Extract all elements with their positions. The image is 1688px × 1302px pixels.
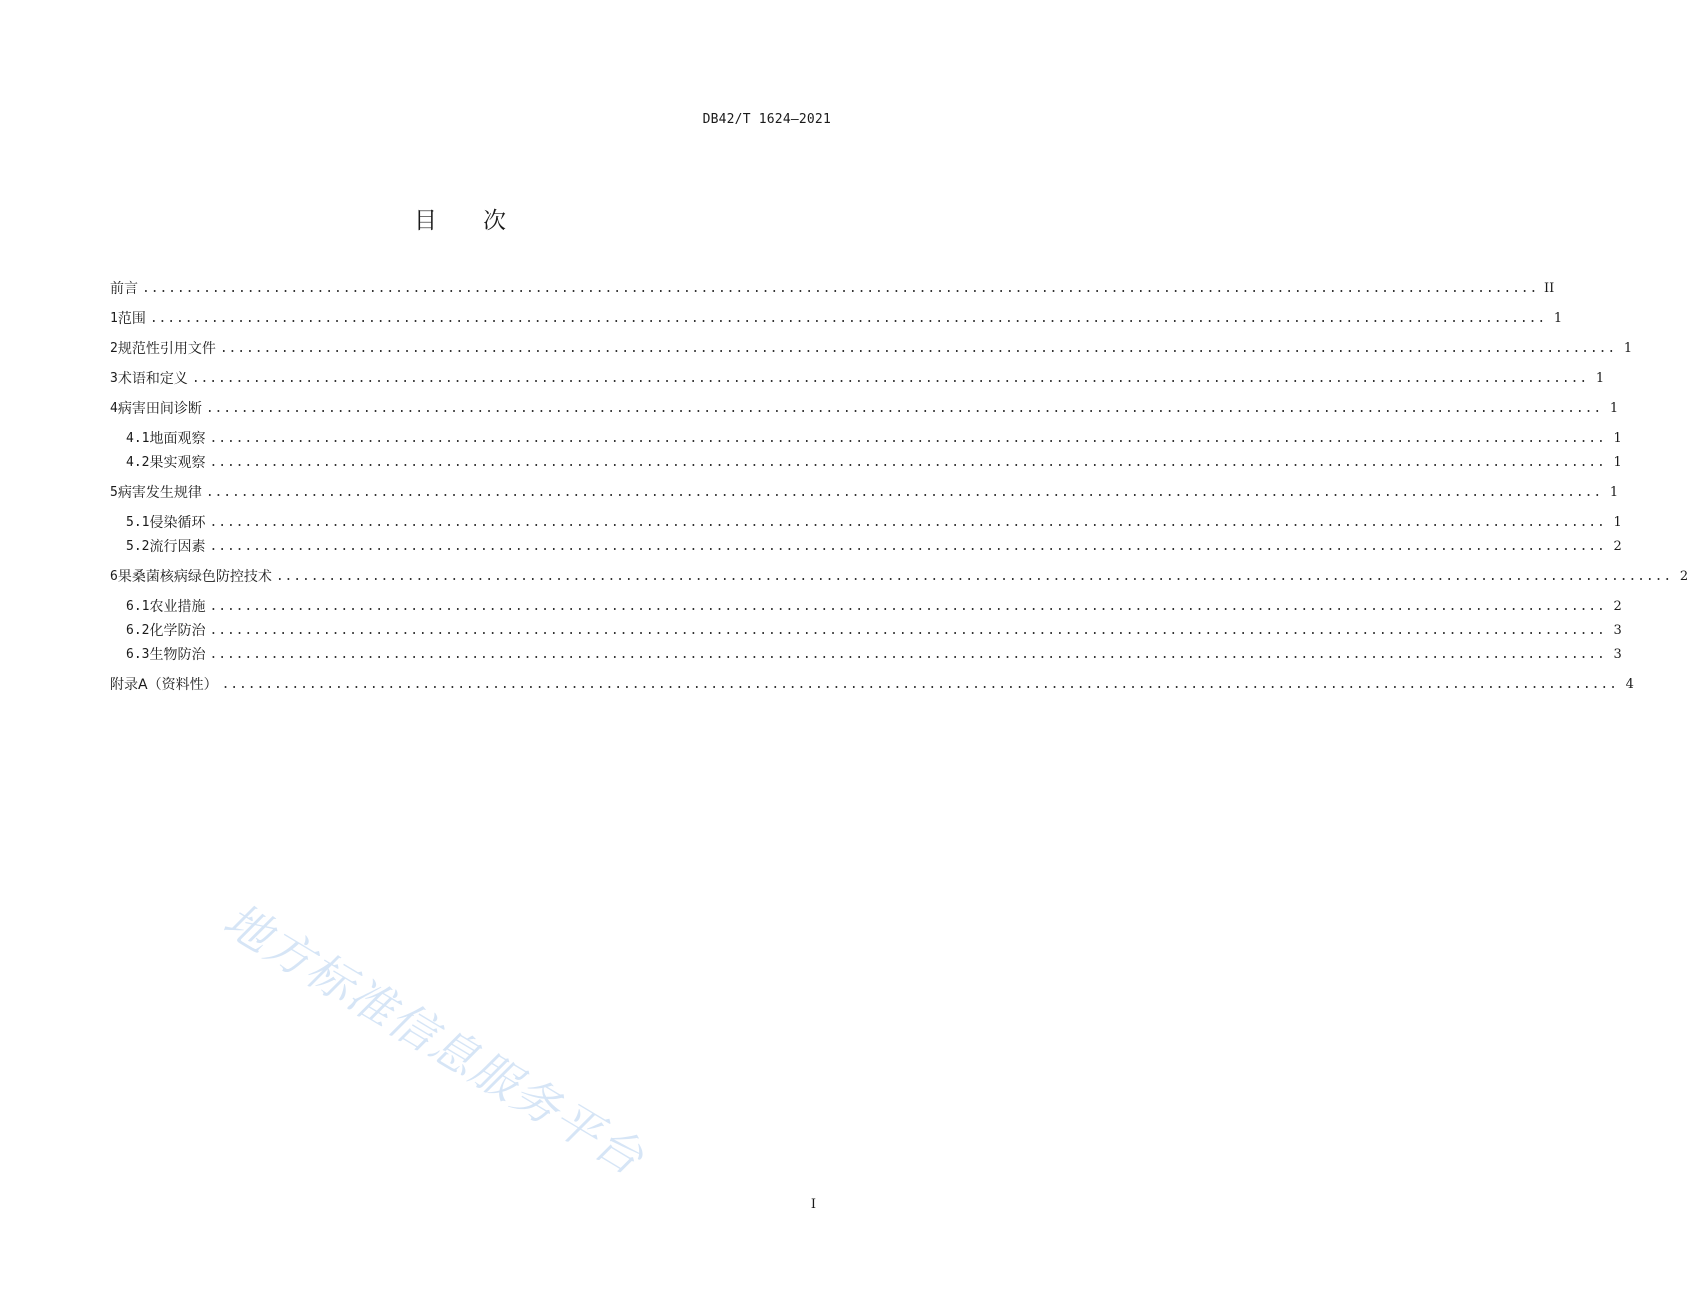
toc-leader-dots: ................................................................................................................................................................ xyxy=(209,539,1606,554)
toc-entry-page: 1 xyxy=(1613,515,1622,530)
toc-entry-label: 范围 xyxy=(117,311,146,327)
title-char-2: 次 xyxy=(483,208,506,234)
toc-entry-label: 果桑菌核病绿色防控技术 xyxy=(117,569,272,585)
toc-entry-label: 规范性引用文件 xyxy=(117,341,216,357)
toc-entry-number: 5.2 xyxy=(126,539,150,554)
toc-entry-page: 1 xyxy=(1613,455,1622,470)
toc-entry-occurrence-pattern[interactable] xyxy=(110,482,1619,504)
toc-entry-label: 果实观察 xyxy=(149,455,206,471)
toc-entry-label: 农业措施 xyxy=(149,599,206,615)
toc-entry-scope[interactable] xyxy=(110,308,1563,330)
toc-entry-number: 6.2 xyxy=(126,623,150,638)
toc-leader-dots: ................................................................................................................................................................ xyxy=(149,311,1547,326)
toc-entry-terms[interactable] xyxy=(110,368,1605,390)
toc-entry-infection-cycle[interactable] xyxy=(126,512,1622,534)
toc-entry-label: 病害发生规律 xyxy=(117,485,202,501)
toc-entry-fruit-observation[interactable] xyxy=(126,452,1622,474)
document-code: DB42/T 1624—2021 xyxy=(702,112,831,127)
toc-entry-field-diagnosis[interactable] xyxy=(110,398,1619,420)
toc-entry-normative-references[interactable] xyxy=(110,338,1633,360)
toc-entry-number: 1 xyxy=(110,311,118,326)
toc-entry-page: 1 xyxy=(1609,485,1619,500)
title-char-1: 目 xyxy=(414,208,437,234)
toc-entry-page: 3 xyxy=(1613,623,1622,638)
toc-entry-green-control[interactable] xyxy=(110,566,1688,588)
toc-entry-biological-control[interactable] xyxy=(126,644,1622,666)
toc-entry-label: 前言 xyxy=(110,281,138,297)
toc-entry-label: 地面观察 xyxy=(149,431,206,447)
toc-entry-number: 2 xyxy=(110,341,118,356)
toc-entry-page: 2 xyxy=(1679,569,1688,584)
toc-entry-page: 1 xyxy=(1553,311,1563,326)
toc-entry-label: 病害田间诊断 xyxy=(117,401,202,417)
toc-entry-label: 化学防治 xyxy=(149,623,206,639)
toc-leader-dots: ................................................................................................................................................................ xyxy=(275,569,1673,584)
toc-entry-label: 流行因素 xyxy=(149,539,206,555)
toc-leader-dots: ................................................................................................................................................................ xyxy=(205,401,1603,416)
toc-entry-ground-observation[interactable] xyxy=(126,428,1622,450)
page-number: I xyxy=(810,1197,816,1212)
toc-entry-label: 附录A（资料性） xyxy=(110,677,218,693)
toc-leader-dots: ................................................................................................................................................................ xyxy=(209,431,1606,446)
toc-entry-page: 2 xyxy=(1613,539,1622,554)
watermark-text: 地方标准信息服务平台 xyxy=(214,892,654,1186)
toc-entry-number: 4 xyxy=(110,401,118,416)
toc-entry-page: 4 xyxy=(1625,677,1634,692)
toc-entry-foreword[interactable] xyxy=(110,278,1555,300)
toc-entry-number: 5 xyxy=(110,485,118,500)
toc-entry-number: 4.2 xyxy=(126,455,150,470)
toc-leader-dots: ................................................................................................................................................................ xyxy=(209,455,1606,470)
toc-entry-label: 术语和定义 xyxy=(117,371,188,387)
toc-entry-page: 1 xyxy=(1595,371,1605,386)
toc-entry-page: 3 xyxy=(1613,647,1622,662)
toc-entry-number: 6.1 xyxy=(126,599,150,614)
toc-entry-page: 1 xyxy=(1613,431,1622,446)
toc-entry-page: 1 xyxy=(1623,341,1633,356)
toc-entry-chemical-control[interactable] xyxy=(126,620,1622,642)
toc-entry-number: 4.1 xyxy=(126,431,150,446)
toc-entry-number: 5.1 xyxy=(126,515,150,530)
toc-leader-dots: ................................................................................................................................................................ xyxy=(209,515,1606,530)
toc-entry-page: 2 xyxy=(1613,599,1622,614)
toc-leader-dots: ................................................................................................................................................................ xyxy=(205,485,1603,500)
toc-leader-dots: ................................................................................................................................................................ xyxy=(209,623,1606,638)
toc-leader-dots: ................................................................................................................................................................ xyxy=(209,647,1606,662)
toc-leader-dots: ................................................................................................................................................................ xyxy=(209,599,1606,614)
toc-entry-number: 3 xyxy=(110,371,118,386)
toc-entry-label: 生物防治 xyxy=(149,647,206,663)
toc-entry-number: 6.3 xyxy=(126,647,150,662)
toc-entry-label: 侵染循环 xyxy=(149,515,206,531)
toc-leader-dots: ................................................................................................................................................................ xyxy=(191,371,1589,386)
toc-entry-page: 1 xyxy=(1609,401,1619,416)
toc-leader-dots: ................................................................................................................................................................ xyxy=(219,341,1617,356)
toc-leader-dots: ................................................................................................................................................................ xyxy=(142,281,1539,296)
toc-entry-page: II xyxy=(1543,281,1555,296)
page-title xyxy=(0,202,920,235)
toc-entry-epidemic-factors[interactable] xyxy=(126,536,1622,558)
toc-entry-number: 6 xyxy=(110,569,118,584)
toc-leader-dots: ................................................................................................................................................................ xyxy=(221,677,1618,692)
toc-entry-appendix-a[interactable] xyxy=(110,674,1634,696)
toc-entry-agricultural-measures[interactable] xyxy=(126,596,1622,618)
